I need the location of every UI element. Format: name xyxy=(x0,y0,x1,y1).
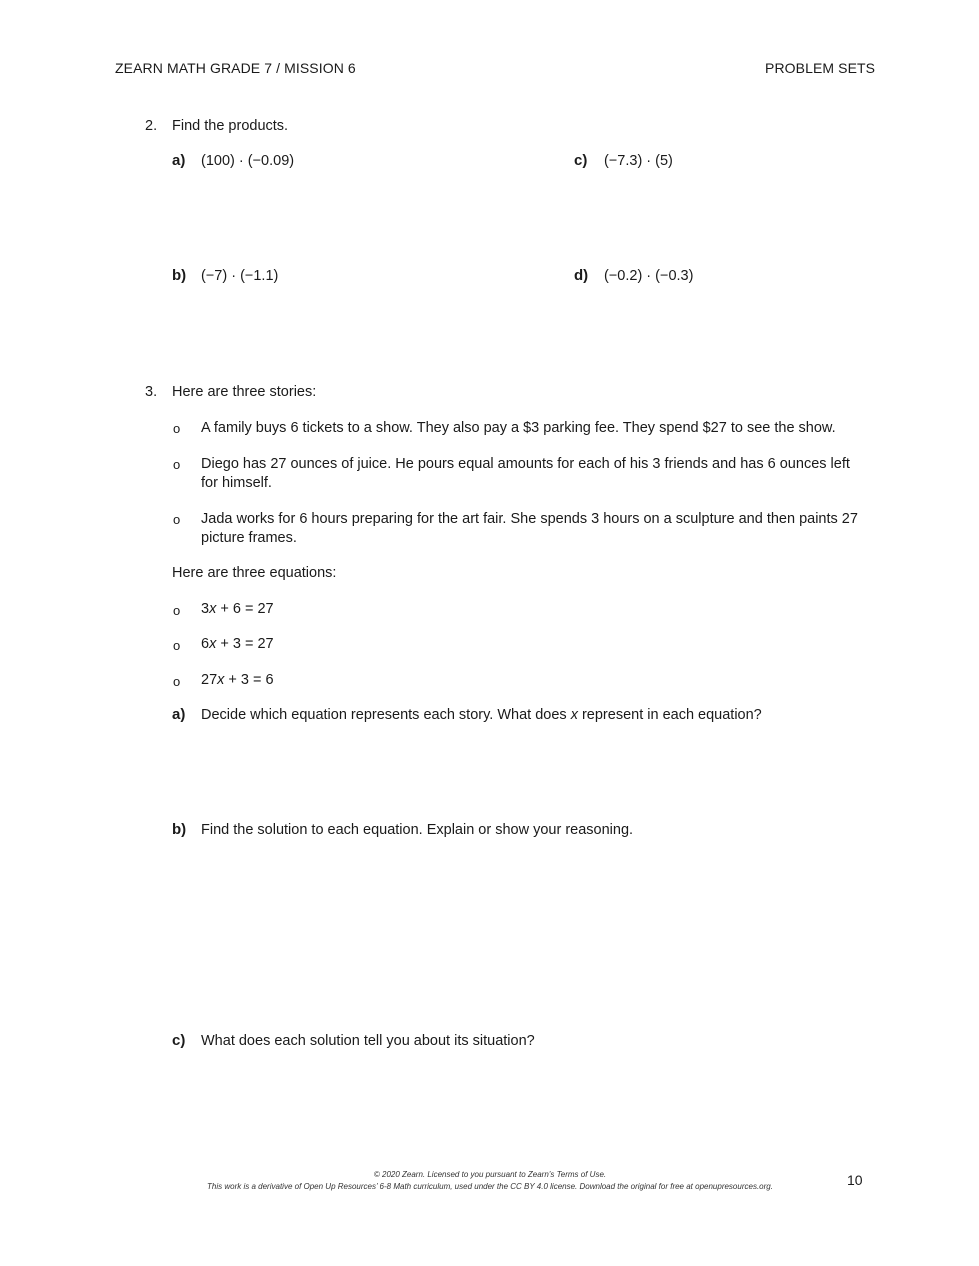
problem-3-part-a-text xyxy=(201,707,762,723)
equation-3-var: x xyxy=(217,672,225,688)
header-title: ZEARN MATH GRADE 7 / MISSION 6 xyxy=(115,60,356,76)
bullet-icon: o xyxy=(173,674,181,689)
page-number: 10 xyxy=(847,1172,863,1188)
footer-copyright: © 2020 Zearn. Licensed to you pursuant to Zearn’s Terms of Use. xyxy=(373,1170,607,1179)
equation-1-rest: + 6 = 27 xyxy=(216,601,274,617)
equation-2-rest: + 3 = 27 xyxy=(216,636,274,652)
equation-2 xyxy=(201,636,274,652)
equation-2-coef: 6 xyxy=(201,636,210,652)
problem-2-part-c-expr: (−7.3) · (5) xyxy=(604,153,673,169)
part-a-text-before: Decide which equation represents each story. What does xyxy=(201,707,571,723)
problem-2-part-b-expr: (−7) · (−1.1) xyxy=(201,268,279,284)
problem-2-part-d-expr: (−0.2) · (−0.3) xyxy=(604,268,694,284)
equation-2-var: x xyxy=(209,636,217,652)
problem-2-part-a-expr: (100) · (−0.09) xyxy=(201,153,295,169)
bullet-icon: o xyxy=(173,457,181,472)
problem-3-part-b-label: b) xyxy=(172,821,187,838)
equations-intro: Here are three equations: xyxy=(172,565,337,581)
header-section: PROBLEM SETS xyxy=(765,60,876,76)
equation-1 xyxy=(201,601,274,617)
problem-3-number: 3. xyxy=(145,384,158,400)
problem-3-part-b-text: Find the solution to each equation. Explain or show your reasoning. xyxy=(201,822,634,838)
bullet-icon: o xyxy=(173,421,181,436)
footer-license: This work is a derivative of Open Up Resources’ 6-8 Math curriculum, used under the CC BY 4.0 license. Download the original for free at openupresources.org. xyxy=(207,1182,773,1191)
story-3: Jada works for 6 hours preparing for the art fair. She spends 3 hours on a sculpture and then paints 27 picture frames. xyxy=(201,511,858,546)
problem-2-number: 2. xyxy=(145,118,158,134)
equation-3 xyxy=(201,672,274,688)
problem-3-part-c-text: What does each solution tell you about its situation? xyxy=(201,1033,535,1049)
equation-1-var: x xyxy=(209,601,217,617)
equation-1-coef: 3 xyxy=(201,601,210,617)
problem-2-prompt: Find the products. xyxy=(172,118,289,134)
equation-3-coef: 27 xyxy=(201,672,218,688)
story-2: Diego has 27 ounces of juice. He pours equal amounts for each of his 3 friends and has 6 ounces left for himself. xyxy=(201,456,850,491)
problem-3-intro: Here are three stories: xyxy=(172,384,317,400)
problem-2-part-d-label: d) xyxy=(574,267,589,284)
story-1: A family buys 6 tickets to a show. They also pay a $3 parking fee. They spend $27 to see the show. xyxy=(201,420,836,436)
part-a-text-after: represent in each equation? xyxy=(577,707,762,723)
equation-3-rest: + 3 = 6 xyxy=(224,672,274,688)
bullet-icon: o xyxy=(173,603,181,618)
bullet-icon: o xyxy=(173,638,181,653)
problem-2-part-b-label: b) xyxy=(172,267,187,284)
bullet-icon: o xyxy=(173,512,181,527)
problem-2-part-a-label: a) xyxy=(172,152,186,169)
part-a-var: x xyxy=(570,707,578,723)
problem-2-part-c-label: c) xyxy=(574,152,588,169)
problem-3-part-a-label: a) xyxy=(172,706,186,723)
problem-3-part-c-label: c) xyxy=(172,1032,186,1049)
